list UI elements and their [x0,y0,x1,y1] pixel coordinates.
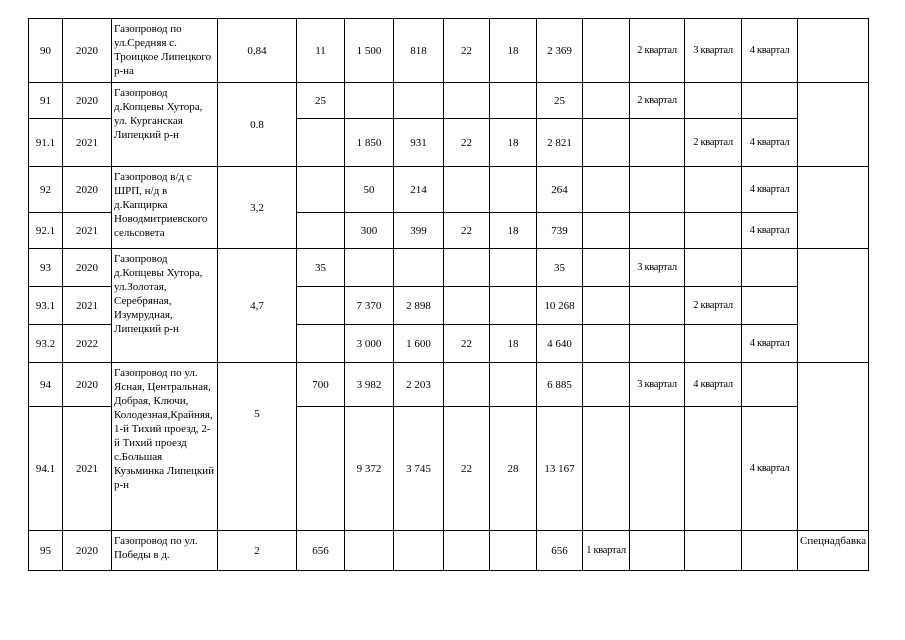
cell-q3: 2 квартал [685,119,742,167]
cell-object-name: Газопровод д.Копцевы Хутора, ул. Курганская Липецкий р-н [112,83,218,167]
cell-q4: 4 квартал [742,19,798,83]
cell-v4 [444,363,490,407]
cell-note [798,19,869,83]
cell-v1: 700 [297,363,345,407]
cell-q3: 3 квартал [685,19,742,83]
cell-no: 90 [29,19,63,83]
cell-v2: 9 372 [345,407,394,531]
table-row [29,167,869,213]
cell-q1 [583,287,630,325]
cell-v1 [297,407,345,531]
cell-v5 [490,167,537,213]
cell-v1 [297,325,345,363]
cell-v4 [444,531,490,571]
cell-note [798,363,869,531]
cell-q2 [630,531,685,571]
cell-v3: 1 600 [394,325,444,363]
cell-q3: 2 квартал [685,287,742,325]
cell-total: 2 821 [537,119,583,167]
cell-total: 6 885 [537,363,583,407]
cell-q1 [583,213,630,249]
cell-no: 91.1 [29,119,63,167]
cell-year: 2021 [63,287,112,325]
cell-total: 13 167 [537,407,583,531]
cell-q3 [685,531,742,571]
cell-v4 [444,167,490,213]
cell-q2: 2 квартал [630,19,685,83]
cell-total: 4 640 [537,325,583,363]
cell-q4: 4 квартал [742,167,798,213]
cell-q3 [685,249,742,287]
cell-q1 [583,363,630,407]
cell-v5 [490,363,537,407]
cell-v1 [297,119,345,167]
cell-v5: 28 [490,407,537,531]
cell-v3: 3 745 [394,407,444,531]
cell-q2: 3 квартал [630,249,685,287]
cell-q1 [583,249,630,287]
cell-q1 [583,407,630,531]
cell-q2: 3 квартал [630,363,685,407]
cell-total: 10 268 [537,287,583,325]
cell-note [798,249,869,363]
cell-object-name: Газопровод по ул. Ясная, Центральная, Добрая, Ключи, Колодезная,Крайняя, 1-й Тихий проезд, 2-й Тихий проезд с.Большая Кузьминка Липецкий р-н [112,363,218,531]
cell-v2: 50 [345,167,394,213]
cell-v3 [394,249,444,287]
cell-no: 91 [29,83,63,119]
cell-no: 92.1 [29,213,63,249]
cell-q4 [742,363,798,407]
cell-v3: 214 [394,167,444,213]
cell-object-name: Газопровод в/д с ШРП, н/д в д.Капцирка Новодмитриевского сельсовета [112,167,218,249]
cell-v2 [345,249,394,287]
cell-length: 0,84 [218,19,297,83]
cell-q4: 4 квартал [742,407,798,531]
cell-total: 739 [537,213,583,249]
cell-v5 [490,249,537,287]
cell-total: 25 [537,83,583,119]
cell-year: 2021 [63,213,112,249]
cell-object-name: Газопровод по ул.Средняя с. Троицкое Липецкого р-на [112,19,218,83]
cell-no: 94.1 [29,407,63,531]
cell-year: 2020 [63,83,112,119]
cell-q4 [742,531,798,571]
cell-year: 2022 [63,325,112,363]
cell-q2 [630,119,685,167]
cell-v2: 1 500 [345,19,394,83]
cell-v5 [490,531,537,571]
cell-v3: 818 [394,19,444,83]
cell-q1 [583,167,630,213]
cell-q2 [630,287,685,325]
cell-v4 [444,249,490,287]
table-row [29,531,869,571]
cell-note: Спецнадбавка [798,531,869,571]
cell-v2: 7 370 [345,287,394,325]
cell-no: 94 [29,363,63,407]
cell-no: 93.2 [29,325,63,363]
cell-v1: 35 [297,249,345,287]
cell-v5 [490,287,537,325]
cell-total: 264 [537,167,583,213]
cell-no: 93.1 [29,287,63,325]
cell-v3 [394,531,444,571]
cell-q2 [630,167,685,213]
cell-v1: 25 [297,83,345,119]
cell-year: 2021 [63,119,112,167]
cell-q2: 2 квартал [630,83,685,119]
cell-v5: 18 [490,325,537,363]
cell-v1 [297,167,345,213]
cell-q3 [685,325,742,363]
cell-v4: 22 [444,325,490,363]
cell-year: 2021 [63,407,112,531]
cell-v3 [394,83,444,119]
cell-q3: 4 квартал [685,363,742,407]
cell-length: 3,2 [218,167,297,249]
cell-note [798,83,869,167]
cell-length: 2 [218,531,297,571]
cell-q4: 4 квартал [742,213,798,249]
cell-length: 4,7 [218,249,297,363]
cell-v5 [490,83,537,119]
cell-v5: 18 [490,119,537,167]
cell-v5: 18 [490,213,537,249]
cell-v2: 300 [345,213,394,249]
cell-q3 [685,167,742,213]
cell-total: 2 369 [537,19,583,83]
cell-q3 [685,83,742,119]
cell-year: 2020 [63,531,112,571]
cell-v4 [444,287,490,325]
cell-q1 [583,325,630,363]
cell-q1 [583,119,630,167]
cell-v3: 2 898 [394,287,444,325]
cell-q2 [630,213,685,249]
cell-v3: 2 203 [394,363,444,407]
cell-v2: 3 982 [345,363,394,407]
cell-q2 [630,407,685,531]
cell-no: 93 [29,249,63,287]
cell-v1 [297,287,345,325]
cell-v4 [444,83,490,119]
table-row [29,19,869,83]
cell-no: 95 [29,531,63,571]
cell-v4: 22 [444,19,490,83]
cell-v2 [345,83,394,119]
table-row [29,83,869,119]
cell-q4 [742,249,798,287]
cell-year: 2020 [63,363,112,407]
cell-v1: 656 [297,531,345,571]
investment-table [28,18,869,571]
cell-length: 0.8 [218,83,297,167]
cell-v5: 18 [490,19,537,83]
cell-year: 2020 [63,249,112,287]
cell-year: 2020 [63,167,112,213]
cell-v4: 22 [444,213,490,249]
cell-object-name: Газопровод по ул. Победы в д. [112,531,218,571]
cell-q4 [742,287,798,325]
cell-v2: 1 850 [345,119,394,167]
cell-v4: 22 [444,119,490,167]
cell-no: 92 [29,167,63,213]
cell-v2: 3 000 [345,325,394,363]
cell-q1 [583,19,630,83]
cell-q2 [630,325,685,363]
table-row [29,249,869,287]
cell-q4: 4 квартал [742,325,798,363]
cell-q3 [685,407,742,531]
cell-v1: 11 [297,19,345,83]
cell-total: 656 [537,531,583,571]
cell-object-name: Газопровод д.Копцевы Хутора, ул.Золотая, Серебряная, Изумрудная, Липецкий р-н [112,249,218,363]
cell-year: 2020 [63,19,112,83]
cell-v4: 22 [444,407,490,531]
cell-q4 [742,83,798,119]
cell-length: 5 [218,363,297,531]
cell-v3: 931 [394,119,444,167]
cell-v1 [297,213,345,249]
cell-q3 [685,213,742,249]
cell-q4: 4 квартал [742,119,798,167]
cell-v2 [345,531,394,571]
cell-q1 [583,83,630,119]
table-row [29,363,869,407]
cell-total: 35 [537,249,583,287]
cell-v3: 399 [394,213,444,249]
cell-q1: 1 квартал [583,531,630,571]
cell-note [798,167,869,249]
